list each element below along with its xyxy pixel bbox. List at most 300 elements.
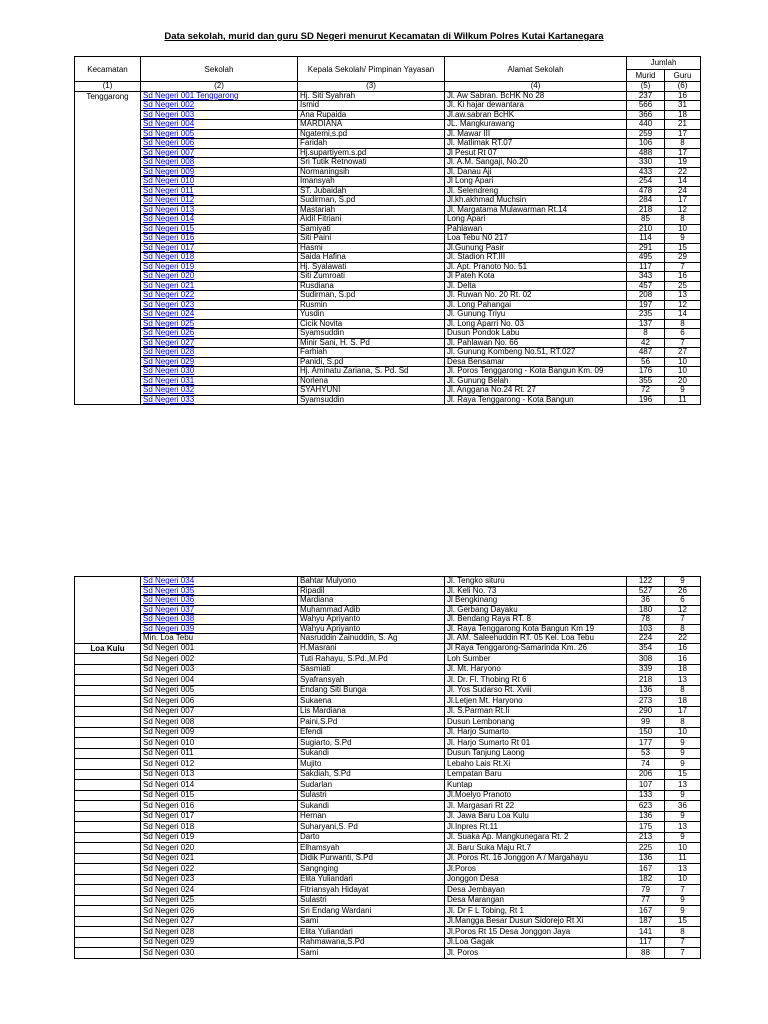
school-name-cell (141, 234, 298, 244)
kecamatan-cell (75, 948, 141, 959)
school-link[interactable]: Sd Negeri 006 (143, 138, 195, 147)
murid-cell: 273 (627, 696, 665, 707)
murid-cell: 56 (627, 357, 665, 367)
school-link[interactable]: Sd Negeri 021 (143, 281, 195, 290)
guru-cell: 9 (665, 386, 701, 396)
principal-cell: Didik Purwanti, S.Pd (298, 853, 445, 864)
address-cell: Jl Raya Tenggarong-Samarinda Km. 26 (445, 643, 627, 654)
address-cell: Jl. Aw Sabran. BcHK No 28 (445, 91, 627, 101)
murid-cell: 210 (627, 224, 665, 234)
school-name-cell (141, 386, 298, 396)
table-row (75, 158, 701, 168)
kecamatan-cell (75, 885, 141, 896)
school-link[interactable]: Sd Negeri 001 Tenggarong (143, 91, 239, 100)
guru-cell: 9 (665, 906, 701, 917)
address-cell: Jl.Gunung Pasir (445, 243, 627, 253)
school-name-cell: Sd Negeri 027 (141, 916, 298, 927)
murid-cell: 8 (627, 329, 665, 339)
school-link[interactable]: Sd Negeri 030 (143, 366, 195, 375)
school-name-cell (141, 167, 298, 177)
murid-cell: 180 (627, 605, 665, 615)
guru-cell: 31 (665, 101, 701, 111)
table-row (75, 357, 701, 367)
table-row (75, 262, 701, 272)
table-row (75, 253, 701, 263)
address-cell: Jonggon Desa (445, 874, 627, 885)
table-row (75, 243, 701, 253)
murid-cell: 107 (627, 780, 665, 791)
address-cell: Jl Bengkinang (445, 596, 627, 606)
principal-cell: Hernan (298, 811, 445, 822)
murid-cell: 182 (627, 874, 665, 885)
address-cell: Jl. Raya Tenggarong Kota Bangun Km 19 (445, 624, 627, 634)
murid-cell: 133 (627, 790, 665, 801)
address-cell: Jl Pesut Rt 07 (445, 148, 627, 158)
murid-cell: 136 (627, 853, 665, 864)
table-row (75, 780, 701, 791)
school-link[interactable]: Sd Negeri 029 (143, 357, 195, 366)
table-row (75, 748, 701, 759)
school-name-cell: Sd Negeri 001 (141, 643, 298, 654)
school-name-cell (141, 395, 298, 405)
table-row (75, 367, 701, 377)
school-name-cell (141, 262, 298, 272)
principal-cell: Tuti Rahayu, S.Pd.,M.Pd (298, 654, 445, 665)
school-link[interactable]: Sd Negeri 039 (143, 624, 195, 633)
school-link[interactable]: Sd Negeri 012 (143, 195, 195, 204)
school-name-cell: Sd Negeri 006 (141, 696, 298, 707)
principal-cell: Efendi (298, 727, 445, 738)
address-cell: Jl Pateh Kota (445, 272, 627, 282)
address-cell: Jl. Mt. Haryono (445, 664, 627, 675)
school-link[interactable]: Sd Negeri 015 (143, 224, 195, 233)
address-cell: Jl. Ruwan No. 20 Rt. 02 (445, 291, 627, 301)
kecamatan-cell (75, 843, 141, 854)
table-row (75, 853, 701, 864)
table-row (75, 338, 701, 348)
guru-cell: 17 (665, 148, 701, 158)
murid-cell: 487 (627, 348, 665, 358)
murid-cell: 177 (627, 738, 665, 749)
school-link[interactable]: Sd Negeri 020 (143, 271, 195, 280)
principal-cell: Normaningsih (298, 167, 445, 177)
kecamatan-cell (75, 685, 141, 696)
principal-cell: Wahyu Apriyanto (298, 624, 445, 634)
address-cell: Jl. AM. Saleehuddin RT. 05 Kel. Loa Tebu (445, 634, 627, 644)
murid-cell: 106 (627, 139, 665, 149)
address-cell: Jl. Yos Sudarso Rt. Xviii (445, 685, 627, 696)
address-cell: Jl. Anggana No.24 Rt. 27 (445, 386, 627, 396)
address-cell: Jl. Suaka Ap. Mangkunegara Rt. 2 (445, 832, 627, 843)
table-row (75, 234, 701, 244)
principal-cell: Ana Rupaida (298, 110, 445, 120)
school-name-cell (141, 129, 298, 139)
school-link[interactable]: Sd Negeri 019 (143, 262, 195, 271)
school-link[interactable]: Sd Negeri 002 (143, 100, 195, 109)
murid-cell: 488 (627, 148, 665, 158)
address-cell: Jl. Stadion RT.III (445, 253, 627, 263)
principal-cell: Darto (298, 832, 445, 843)
address-cell: Jl Long Apari (445, 177, 627, 187)
guru-cell: 7 (665, 885, 701, 896)
kecamatan-cell (75, 675, 141, 686)
school-link[interactable]: Sd Negeri 003 (143, 110, 195, 119)
school-name-cell (141, 348, 298, 358)
principal-cell: Minir Sani, H. S. Pd (298, 338, 445, 348)
guru-cell: 6 (665, 596, 701, 606)
kecamatan-cell (75, 895, 141, 906)
guru-cell: 15 (665, 243, 701, 253)
school-link[interactable]: Sd Negeri 022 (143, 290, 195, 299)
murid-cell: 290 (627, 706, 665, 717)
guru-cell: 10 (665, 874, 701, 885)
murid-cell: 440 (627, 120, 665, 130)
school-name-cell (141, 158, 298, 168)
school-name-cell: Sd Negeri 015 (141, 790, 298, 801)
address-cell: Jl. Bendang Raya RT. 8 (445, 615, 627, 625)
guru-cell: 24 (665, 186, 701, 196)
header-sekolah: Sekolah (141, 57, 298, 82)
murid-cell: 355 (627, 376, 665, 386)
guru-cell: 17 (665, 706, 701, 717)
principal-cell: Hj. Aminatu Zariana, S. Pd. Sd (298, 367, 445, 377)
guru-cell: 13 (665, 291, 701, 301)
school-link[interactable]: Sd Negeri 038 (143, 614, 195, 623)
principal-cell: Sudarlan (298, 780, 445, 791)
school-link[interactable]: Sd Negeri 036 (143, 595, 195, 604)
school-name-cell: Sd Negeri 028 (141, 927, 298, 938)
principal-cell: Hj.supartiyem.s.pd (298, 148, 445, 158)
murid-cell: 366 (627, 110, 665, 120)
murid-cell: 79 (627, 885, 665, 896)
murid-cell: 208 (627, 291, 665, 301)
guru-cell: 9 (665, 748, 701, 759)
murid-cell: 206 (627, 769, 665, 780)
address-cell: Lebaho Lais Rt.Xi (445, 759, 627, 770)
kecamatan-cell (75, 759, 141, 770)
address-cell: Jl. Tengko situru (445, 577, 627, 587)
murid-cell: 237 (627, 91, 665, 101)
school-link[interactable]: Sd Negeri 037 (143, 605, 195, 614)
school-link[interactable]: Sd Negeri 023 (143, 300, 195, 309)
table-row (75, 148, 701, 158)
principal-cell: Sukaena (298, 696, 445, 707)
guru-cell: 13 (665, 675, 701, 686)
column-number: (2) (141, 82, 298, 92)
table-row (75, 916, 701, 927)
table-row (75, 832, 701, 843)
table-row (75, 167, 701, 177)
school-name-cell (141, 367, 298, 377)
address-cell: Jl. Pahlawan No. 66 (445, 338, 627, 348)
principal-cell: Rusdiana (298, 281, 445, 291)
address-cell: Jl. Margasari Rt 22 (445, 801, 627, 812)
school-link[interactable]: Sd Negeri 018 (143, 252, 195, 261)
murid-cell: 88 (627, 948, 665, 959)
school-name-cell: Sd Negeri 008 (141, 717, 298, 728)
principal-cell: Saida Hafina (298, 253, 445, 263)
school-name-cell (141, 586, 298, 596)
address-cell: Jl.kh.akhmad Muchsin (445, 196, 627, 206)
guru-cell: 7 (665, 615, 701, 625)
murid-cell: 167 (627, 864, 665, 875)
principal-cell: Sami (298, 948, 445, 959)
school-name-cell: Sd Negeri 025 (141, 895, 298, 906)
school-link[interactable]: Sd Negeri 028 (143, 347, 195, 356)
school-link[interactable]: Sd Negeri 026 (143, 328, 195, 337)
principal-cell: Farhiah (298, 348, 445, 358)
murid-cell: 74 (627, 759, 665, 770)
murid-cell: 196 (627, 395, 665, 405)
school-link[interactable]: Sd Negeri 009 (143, 167, 195, 176)
school-name-cell: Sd Negeri 002 (141, 654, 298, 665)
table-row (75, 110, 701, 120)
table-row (75, 348, 701, 358)
school-name-cell (141, 605, 298, 615)
murid-cell: 478 (627, 186, 665, 196)
murid-cell: 330 (627, 158, 665, 168)
kecamatan-cell (75, 811, 141, 822)
guru-cell: 22 (665, 634, 701, 644)
guru-cell: 18 (665, 696, 701, 707)
school-name-cell: Sd Negeri 018 (141, 822, 298, 833)
kecamatan-cell (75, 906, 141, 917)
school-name-cell (141, 300, 298, 310)
principal-cell: Mastariah (298, 205, 445, 215)
table-row (75, 605, 701, 615)
address-cell: Jl. Gunung Kombeng No.51, RT.027 (445, 348, 627, 358)
school-link[interactable]: Sd Negeri 034 (143, 576, 195, 585)
header-alamat: Alamat Sekolah (445, 57, 627, 82)
address-cell: Jl. Jawa Baru Loa Kulu (445, 811, 627, 822)
table-row (75, 577, 701, 587)
table-row (75, 272, 701, 282)
principal-cell: Sasmiati (298, 664, 445, 675)
table-row (75, 717, 701, 728)
school-name-cell: Sd Negeri 013 (141, 769, 298, 780)
table-row (75, 811, 701, 822)
murid-cell: 150 (627, 727, 665, 738)
guru-cell: 10 (665, 367, 701, 377)
page-title: Data sekolah, murid dan guru SD Negeri menurut Kecamatan di Wilkum Polres Kutai Kartanegara (164, 31, 604, 42)
guru-cell: 12 (665, 300, 701, 310)
school-link[interactable]: Sd Negeri 027 (143, 338, 195, 347)
school-name-cell: Sd Negeri 024 (141, 885, 298, 896)
school-name-cell (141, 357, 298, 367)
table-row (75, 329, 701, 339)
school-link[interactable]: Sd Negeri 005 (143, 129, 195, 138)
column-number: (3) (298, 82, 445, 92)
address-cell: Long Apari (445, 215, 627, 225)
address-cell: Jl. Mawar III (445, 129, 627, 139)
table-row (75, 727, 701, 738)
school-link[interactable]: Sd Negeri 008 (143, 157, 195, 166)
school-link[interactable]: Sd Negeri 033 (143, 395, 195, 404)
school-name-cell (141, 319, 298, 329)
kecamatan-cell (75, 727, 141, 738)
address-cell: Jl.Poros (445, 864, 627, 875)
murid-cell: 114 (627, 234, 665, 244)
school-link[interactable]: Sd Negeri 031 (143, 376, 195, 385)
guru-cell: 17 (665, 196, 701, 206)
school-link[interactable]: Sd Negeri 013 (143, 205, 195, 214)
school-link[interactable]: Sd Negeri 014 (143, 214, 195, 223)
school-link[interactable]: Sd Negeri 010 (143, 176, 195, 185)
guru-cell: 26 (665, 586, 701, 596)
principal-cell: Ripadil (298, 586, 445, 596)
guru-cell: 21 (665, 120, 701, 130)
address-cell: Jl. Baru Suka Maju Rt.7 (445, 843, 627, 854)
school-name-cell (141, 338, 298, 348)
school-link[interactable]: Sd Negeri 011 (143, 186, 194, 195)
school-link[interactable]: Sd Negeri 017 (143, 243, 195, 252)
address-cell: Jl. Dr F L Tobing, Rt 1 (445, 906, 627, 917)
murid-cell: 197 (627, 300, 665, 310)
column-number: (4) (445, 82, 627, 92)
school-name-cell: Sd Negeri 007 (141, 706, 298, 717)
guru-cell: 9 (665, 790, 701, 801)
guru-cell: 20 (665, 376, 701, 386)
murid-cell: 354 (627, 643, 665, 654)
address-cell: Dusun Lembonang (445, 717, 627, 728)
guru-cell: 11 (665, 853, 701, 864)
address-cell: Jl. Poros (445, 948, 627, 959)
school-name-cell (141, 310, 298, 320)
murid-cell: 218 (627, 675, 665, 686)
guru-cell: 17 (665, 129, 701, 139)
principal-cell: Sukandi (298, 748, 445, 759)
table-row (75, 643, 701, 654)
table-row (75, 759, 701, 770)
table-row (75, 120, 701, 130)
murid-cell: 433 (627, 167, 665, 177)
murid-cell: 235 (627, 310, 665, 320)
school-link[interactable]: Sd Negeri 004 (143, 119, 195, 128)
kecamatan-cell (75, 822, 141, 833)
guru-cell: 9 (665, 234, 701, 244)
school-name-cell (141, 272, 298, 282)
table-row (75, 822, 701, 833)
school-name-cell (141, 224, 298, 234)
table-row (75, 706, 701, 717)
murid-cell: 103 (627, 624, 665, 634)
murid-cell: 284 (627, 196, 665, 206)
guru-cell: 10 (665, 357, 701, 367)
principal-cell: Suharyani,S. Pd (298, 822, 445, 833)
address-cell: Jl.Loa Gagak (445, 937, 627, 948)
table-row (75, 215, 701, 225)
table-row (75, 864, 701, 875)
school-name-cell: Sd Negeri 016 (141, 801, 298, 812)
principal-cell: Samiyati (298, 224, 445, 234)
kecamatan-cell (75, 577, 141, 644)
table-row (75, 738, 701, 749)
table-row (75, 91, 701, 101)
table-row (75, 885, 701, 896)
murid-cell: 77 (627, 895, 665, 906)
table-row (75, 586, 701, 596)
guru-cell: 14 (665, 310, 701, 320)
murid-cell: 213 (627, 832, 665, 843)
school-link[interactable]: Sd Negeri 024 (143, 309, 195, 318)
guru-cell: 11 (665, 395, 701, 405)
address-cell: Jl. Harjo Sumarto Rt 01 (445, 738, 627, 749)
table-row (75, 186, 701, 196)
table-row (75, 310, 701, 320)
murid-cell: 78 (627, 615, 665, 625)
table-row (75, 664, 701, 675)
principal-cell: Ismid (298, 101, 445, 111)
address-cell: Desa Jembayan (445, 885, 627, 896)
principal-cell: ST. Jubaidah (298, 186, 445, 196)
school-name-cell (141, 91, 298, 101)
murid-cell: 117 (627, 937, 665, 948)
guru-cell: 9 (665, 577, 701, 587)
principal-cell: Elhamsyah (298, 843, 445, 854)
principal-cell: Mujito (298, 759, 445, 770)
guru-cell: 15 (665, 916, 701, 927)
guru-cell: 10 (665, 224, 701, 234)
principal-cell: Sugiarto, S.Pd (298, 738, 445, 749)
school-table-page-1 (74, 56, 701, 405)
school-name-cell (141, 291, 298, 301)
principal-cell: Aidil Fitriani (298, 215, 445, 225)
school-link[interactable]: Sd Negeri 032 (143, 385, 195, 394)
principal-cell: Sakdiah, S.Pd (298, 769, 445, 780)
guru-cell: 13 (665, 822, 701, 833)
school-link[interactable]: Sd Negeri 025 (143, 319, 195, 328)
address-cell: Kuntap (445, 780, 627, 791)
table-row (75, 801, 701, 812)
principal-cell: Sri Endang Wardani (298, 906, 445, 917)
murid-cell: 308 (627, 654, 665, 665)
murid-cell: 254 (627, 177, 665, 187)
school-name-cell (141, 196, 298, 206)
guru-cell: 18 (665, 110, 701, 120)
school-name-cell: Sd Negeri 029 (141, 937, 298, 948)
table-row (75, 300, 701, 310)
principal-cell: Fitriansyah Hidayat (298, 885, 445, 896)
murid-cell: 53 (627, 748, 665, 759)
principal-cell: Wahyu Apriyanto (298, 615, 445, 625)
principal-cell: Sami (298, 916, 445, 927)
school-name-cell (141, 577, 298, 587)
kecamatan-cell (75, 706, 141, 717)
table-row (75, 874, 701, 885)
murid-cell: 224 (627, 634, 665, 644)
school-link[interactable]: Sd Negeri 035 (143, 586, 195, 595)
guru-cell: 8 (665, 215, 701, 225)
murid-cell: 167 (627, 906, 665, 917)
table-row (75, 129, 701, 139)
murid-cell: 99 (627, 717, 665, 728)
address-cell: Dusun Tanjung Laong (445, 748, 627, 759)
guru-cell: 16 (665, 654, 701, 665)
school-link[interactable]: Sd Negeri 007 (143, 148, 195, 157)
principal-cell: Endang Siti Bunga (298, 685, 445, 696)
principal-cell: Yusdin (298, 310, 445, 320)
table-row (75, 196, 701, 206)
guru-cell: 10 (665, 843, 701, 854)
principal-cell: Paini,S.Pd (298, 717, 445, 728)
school-link[interactable]: Sd Negeri 016 (143, 233, 195, 242)
kecamatan-cell (75, 801, 141, 812)
kecamatan-cell (75, 916, 141, 927)
address-cell: Dusun Pondok Labu (445, 329, 627, 339)
school-name-cell (141, 205, 298, 215)
murid-cell: 225 (627, 843, 665, 854)
table-row (75, 634, 701, 644)
